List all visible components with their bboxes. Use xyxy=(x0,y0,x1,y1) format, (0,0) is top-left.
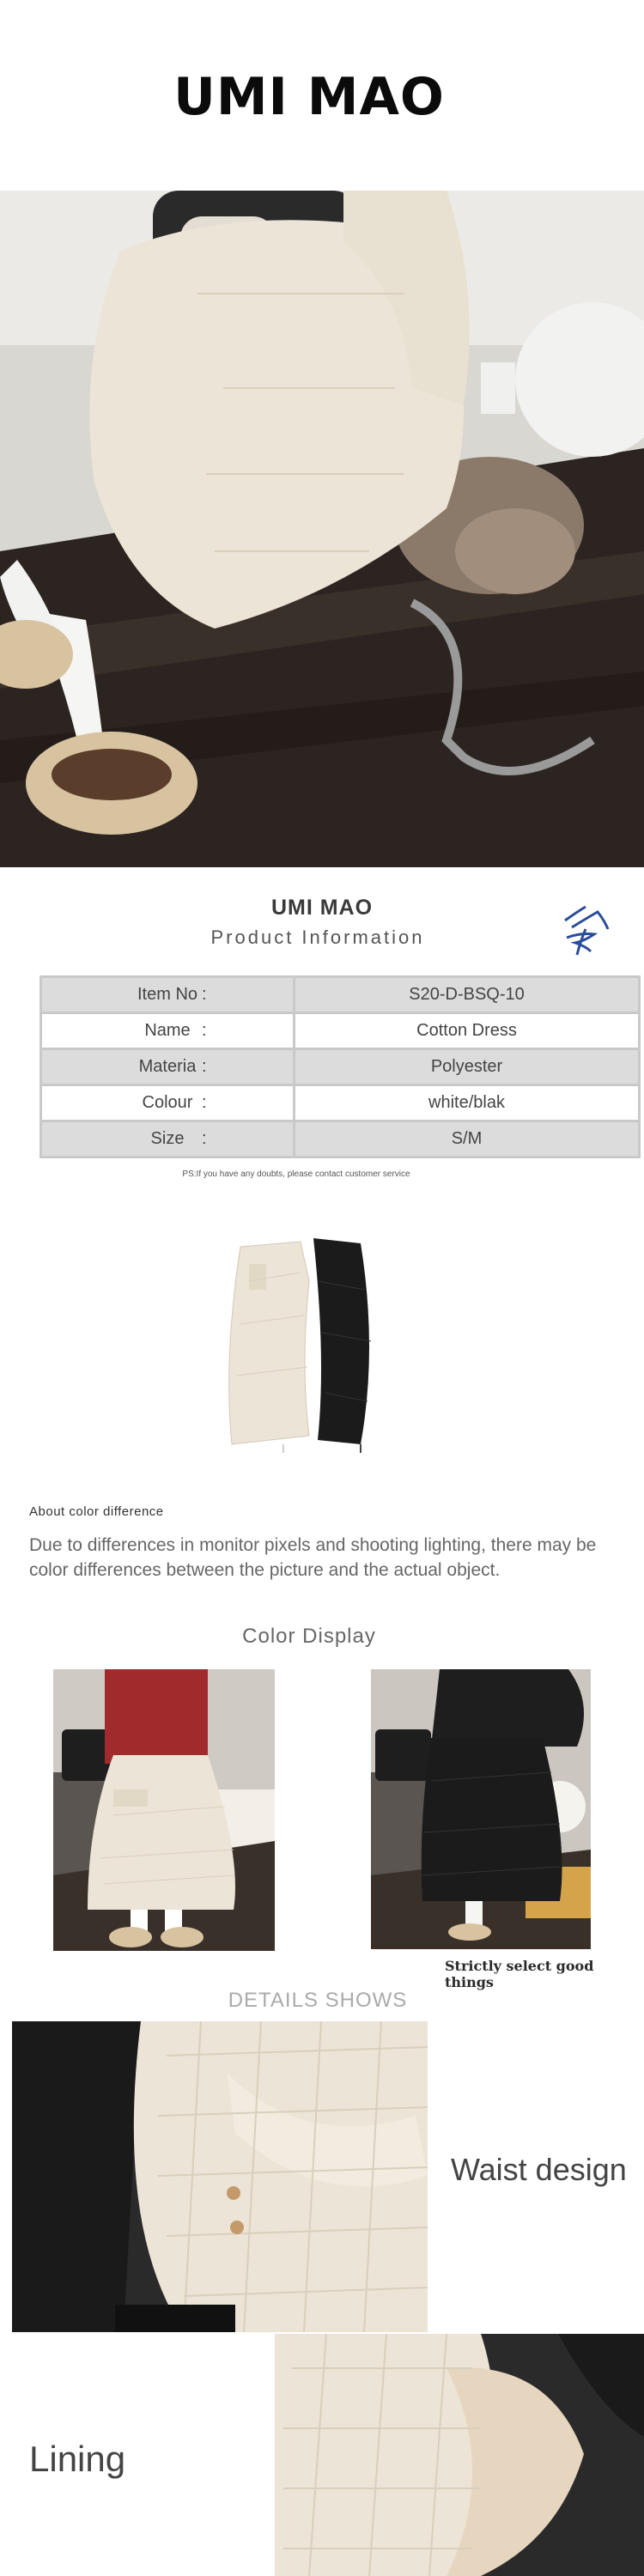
table-row xyxy=(42,1014,638,1048)
row-key: Name xyxy=(144,1021,191,1040)
row-key: Colour xyxy=(142,1093,193,1112)
brand-title: UMI MAO xyxy=(173,67,445,127)
color-photo-cream xyxy=(53,1669,275,1951)
table-row xyxy=(42,1086,638,1120)
table-row xyxy=(42,1122,638,1156)
detail-lining-label: Lining xyxy=(29,2439,126,2479)
row-colon: : xyxy=(202,1093,207,1112)
row-key: Item No xyxy=(137,985,198,1004)
row-colon: : xyxy=(202,1057,207,1076)
row-colon: : xyxy=(202,985,207,1004)
color-display-caption: Strictly select good things xyxy=(445,1958,594,1990)
details-title: DETAILS SHOWS xyxy=(228,1989,408,2012)
detail-photo-lining xyxy=(275,2334,644,2576)
row-key: Materia xyxy=(138,1057,197,1076)
table-row xyxy=(42,1050,638,1084)
product-flatlay-image xyxy=(215,1230,386,1453)
color-display-title: Color Display xyxy=(242,1625,376,1648)
detail-photo-waist xyxy=(12,2021,428,2332)
ps-note: PS:If you have any doubts, please contact customer service xyxy=(182,1170,410,1179)
row-colon: : xyxy=(202,1021,207,1040)
brand-logo-icon xyxy=(560,903,611,960)
product-info-subtitle: Product Information xyxy=(210,927,425,948)
detail-waist-label: Waist design xyxy=(451,2152,627,2187)
row-value: Cotton Dress xyxy=(295,1014,638,1048)
row-value: S20-D-BSQ-10 xyxy=(295,978,638,1012)
hero-photo xyxy=(0,191,644,867)
product-info-table xyxy=(39,975,641,1158)
table-row xyxy=(42,978,638,1012)
row-value: S/M xyxy=(295,1122,638,1156)
color-photo-black xyxy=(371,1669,591,1949)
row-colon: : xyxy=(202,1129,207,1148)
product-info-title: UMI MAO xyxy=(270,896,374,920)
about-text: Due to differences in monitor pixels and shooting lighting, there may be color differences between the picture and the actual object. xyxy=(29,1535,597,1580)
row-value: white/blak xyxy=(295,1086,638,1120)
row-value: Polyester xyxy=(295,1050,638,1084)
row-key: Size xyxy=(150,1129,185,1148)
about-heading: About color difference xyxy=(29,1504,164,1519)
